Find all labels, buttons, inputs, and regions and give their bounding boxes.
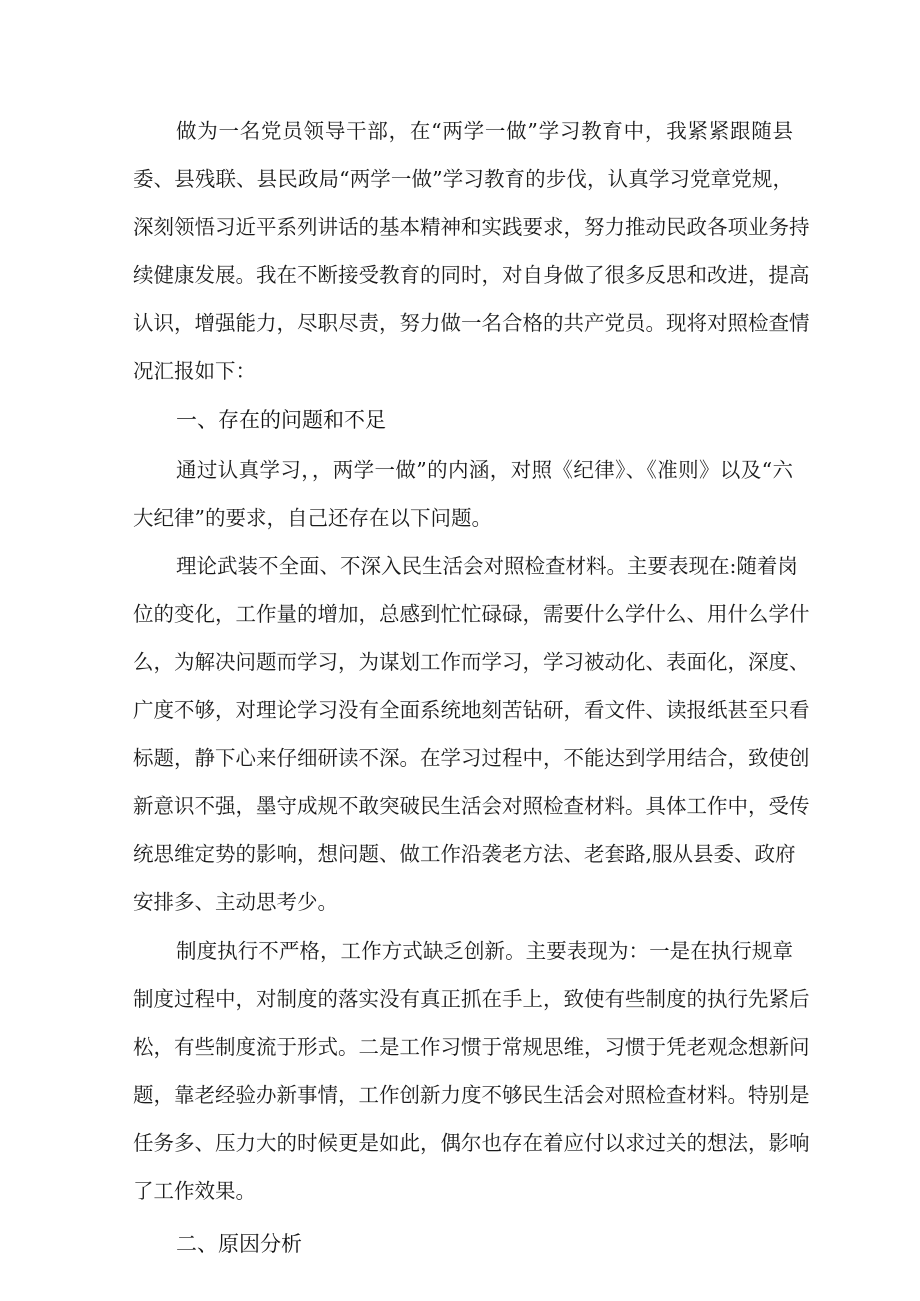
paragraph-4-line-5: 任务多、压力大的时候更是如此，偶尔也存在着应付以求过关的想法，影响 [133,1131,810,1155]
paragraph-3-line-3: 么，为解决问题而学习，为谋划工作而学习，学习被动化、表面化，深度、 [133,650,810,674]
paragraph-2-line-1: 通过认真学习，，两学一做”的内涵，对照《纪律》、《准则》以及“六 [176,458,793,482]
paragraph-4-line-4: 题，靠老经验办新事情，工作创新力度不够民生活会对照检查材料。特别是 [133,1083,810,1107]
paragraph-1-line-2: 委、县残联、县民政局“两学一做”学习教育的步伐，认真学习党章党规， [133,167,793,191]
paragraph-4-line-2: 制度过程中，对制度的落实没有真正抓在手上，致使有些制度的执行先紧后 [133,987,810,1011]
paragraph-2-line-2: 大纪律”的要求，自己还存在以下问题。 [133,506,492,530]
paragraph-4-line-3: 松，有些制度流于形式。二是工作习惯于常规思维，习惯于凭老观念想新问 [133,1035,810,1059]
paragraph-4-line-1: 制度执行不严格，工作方式缺乏创新。主要表现为：一是在执行规章 [176,939,793,963]
paragraph-3-line-8: 安排多、主动思考少。 [133,890,338,914]
paragraph-3-line-2: 位的变化，工作量的增加，总感到忙忙碌碌，需要什么学什么、用什么学什 [133,602,810,626]
paragraph-3-line-6: 新意识不强，墨守成规不敢突破民生活会对照检查材料。具体工作中，受传 [133,794,810,818]
paragraph-4-line-6: 了工作效果。 [133,1179,256,1203]
paragraph-1-line-6: 况汇报如下： [133,359,256,383]
paragraph-1-line-4: 续健康发展。我在不断接受教育的同时，对自身做了很多反思和改进，提高 [133,263,810,287]
section-heading-1: 一、存在的问题和不足 [176,408,386,432]
paragraph-1-line-5: 认识，增强能力，尽职尽责，努力做一名合格的共产党员。现将对照检查情 [133,311,810,335]
section-heading-2: 二、原因分析 [176,1232,302,1256]
paragraph-1-line-1: 做为一名党员领导干部，在“两学一做”学习教育中，我紧紧跟随县 [176,119,793,143]
paragraph-3-line-4: 广度不够，对理论学习没有全面系统地刻苦钻研，看文件、读报纸甚至只看 [133,698,810,722]
paragraph-1-line-3: 深刻领悟习近平系列讲话的基本精神和实践要求，努力推动民政各项业务持 [133,215,810,239]
paragraph-3-line-5: 标题，静下心来仔细研读不深。在学习过程中，不能达到学用结合，致使创 [133,746,810,770]
paragraph-3-line-7: 统思维定势的影响，想问题、做工作沿袭老方法、老套路,服从县委、政府 [133,842,796,866]
paragraph-3-line-1: 理论武装不全面、不深入民生活会对照检查材料。主要表现在:随着岗 [176,554,798,578]
